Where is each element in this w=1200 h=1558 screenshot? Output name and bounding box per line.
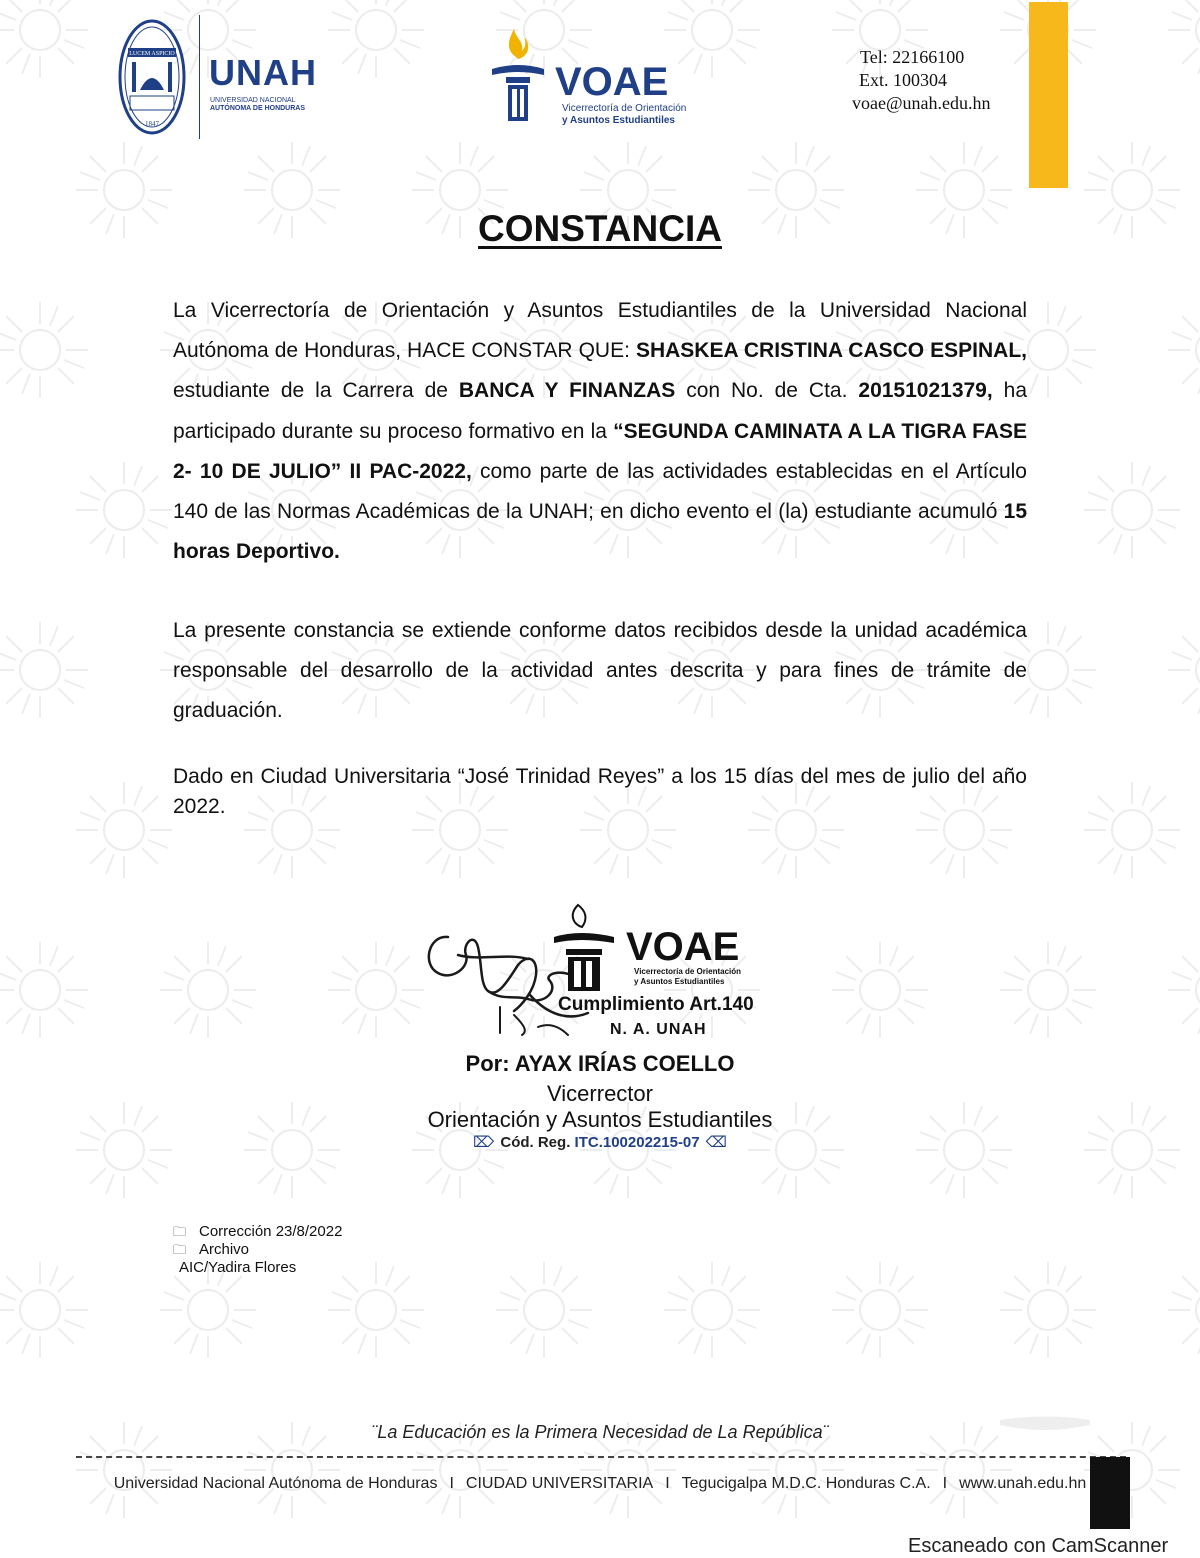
archive-note: Archivo xyxy=(199,1241,250,1258)
yellow-accent-bar xyxy=(1029,2,1068,188)
contact-tel: Tel: 22166100 xyxy=(860,47,965,67)
purpose-paragraph: La presente constancia se extiende conforme datos recibidos desde la unidad académica responsable del desarrollo de la actividad antes descrita y para fines de trámite de graduación. xyxy=(173,619,1027,723)
contact-email: voae@unah.edu.hn xyxy=(852,93,991,113)
correction-note: Corrección 23/8/2022 xyxy=(199,1223,343,1240)
voae-subtitle: Vicerrectoría de Orientación y Asuntos Estudiantiles xyxy=(562,103,687,126)
voae-torch-icon xyxy=(488,27,548,125)
date-paragraph: Dado en Ciudad Universitaria “José Trinidad Reyes” a los 15 días del mes de julio del año 2022. xyxy=(173,765,1027,818)
header-divider xyxy=(199,15,200,139)
signer-office: Orientación y Asuntos Estudiantiles xyxy=(427,1107,773,1132)
hours-accumulated: 15 horas Deportivo. xyxy=(173,500,1027,564)
activity-name: “SEGUNDA CAMINATA A LA TIGRA FASE 2- 10 DE JULIO” II PAC-2022, xyxy=(173,419,1027,483)
footer-website: www.unah.edu.hn xyxy=(959,1475,1087,1492)
voae-wordmark: VOAE xyxy=(555,60,669,104)
folder-icon: 🗀 xyxy=(173,1224,187,1239)
author-note: AIC/Yadira Flores xyxy=(179,1259,297,1276)
signer-name: Por: AYAX IRÍAS COELLO xyxy=(465,1051,735,1076)
stamp-compliance: Cumplimiento Art.140 xyxy=(558,994,754,1015)
signer-role: Vicerrector xyxy=(547,1081,653,1106)
unah-wordmark: UNAH xyxy=(209,52,317,93)
footer-black-bar xyxy=(1090,1457,1130,1529)
seal-motto: LUCEM ASPICIO xyxy=(129,51,175,57)
email-send-icon: ⌦ xyxy=(473,1134,495,1151)
stamp-voae-wordmark: VOAE xyxy=(626,925,740,969)
contact-ext: Ext. 100304 xyxy=(859,70,947,90)
folder-icon: 🗀 xyxy=(173,1242,187,1257)
document-notes xyxy=(173,1223,342,1277)
footer-dashed-divider xyxy=(76,1456,1126,1458)
footer-motto: ¨La Educación es la Primera Necesidad de La República¨ xyxy=(371,1422,829,1442)
student-name: SHASKEA CRISTINA CASCO ESPINAL, xyxy=(635,339,1027,363)
scanner-watermark: Escaneado con CamScanner xyxy=(908,1535,1169,1557)
email-delete-icon: ⌫ xyxy=(705,1134,727,1151)
stamp-subtitle: Vicerrectoría de Orientación y Asuntos Estudiantiles xyxy=(634,967,742,986)
account-number: 20151021379, xyxy=(858,379,993,403)
unah-subtitle: UNIVERSIDAD NACIONAL AUTÓNOMA DE HONDURAS xyxy=(210,97,306,112)
document-title: CONSTANCIA xyxy=(478,208,722,249)
unah-seal-logo xyxy=(118,18,186,136)
certificate-paragraph: La Vicerrectoría de Orientación y Asuntos Estudiantiles de la Universidad Nacional Autónoma de Honduras, HACE CONSTAR QUE: SHASKEA CRISTINA CASCO ESPINAL, estudiante de la Carrera de BANCA Y FINANZAS con No. de Cta. 20151021379, ha participado durante su proceso formativo en la “SEGUNDA CAMINATA A LA TIGRA FASE 2- 10 DE JULIO” II PAC-2022, como parte de las actividades establecidas en el Artículo 140 de las Normas Académicas de la UNAH; en dicho evento el (la) estudiante acumuló 15 horas Deportivo. xyxy=(173,299,1028,564)
career-name: BANCA Y FINANZAS xyxy=(458,379,676,403)
stamp-na-unah: N. A. UNAH xyxy=(610,1021,707,1038)
seal-year: 1847 xyxy=(145,120,159,128)
registration-code: ⌦ Cód. Reg. ITC.100202215-07 ⌫ xyxy=(473,1134,727,1151)
footer-address: Universidad Nacional Autónoma de Honduras I CIUDAD UNIVERSITARIA I Tegucigalpa M.D.C. Honduras C.A. I www.unah.edu.hn xyxy=(113,1475,1087,1492)
contact-info xyxy=(852,46,1027,115)
